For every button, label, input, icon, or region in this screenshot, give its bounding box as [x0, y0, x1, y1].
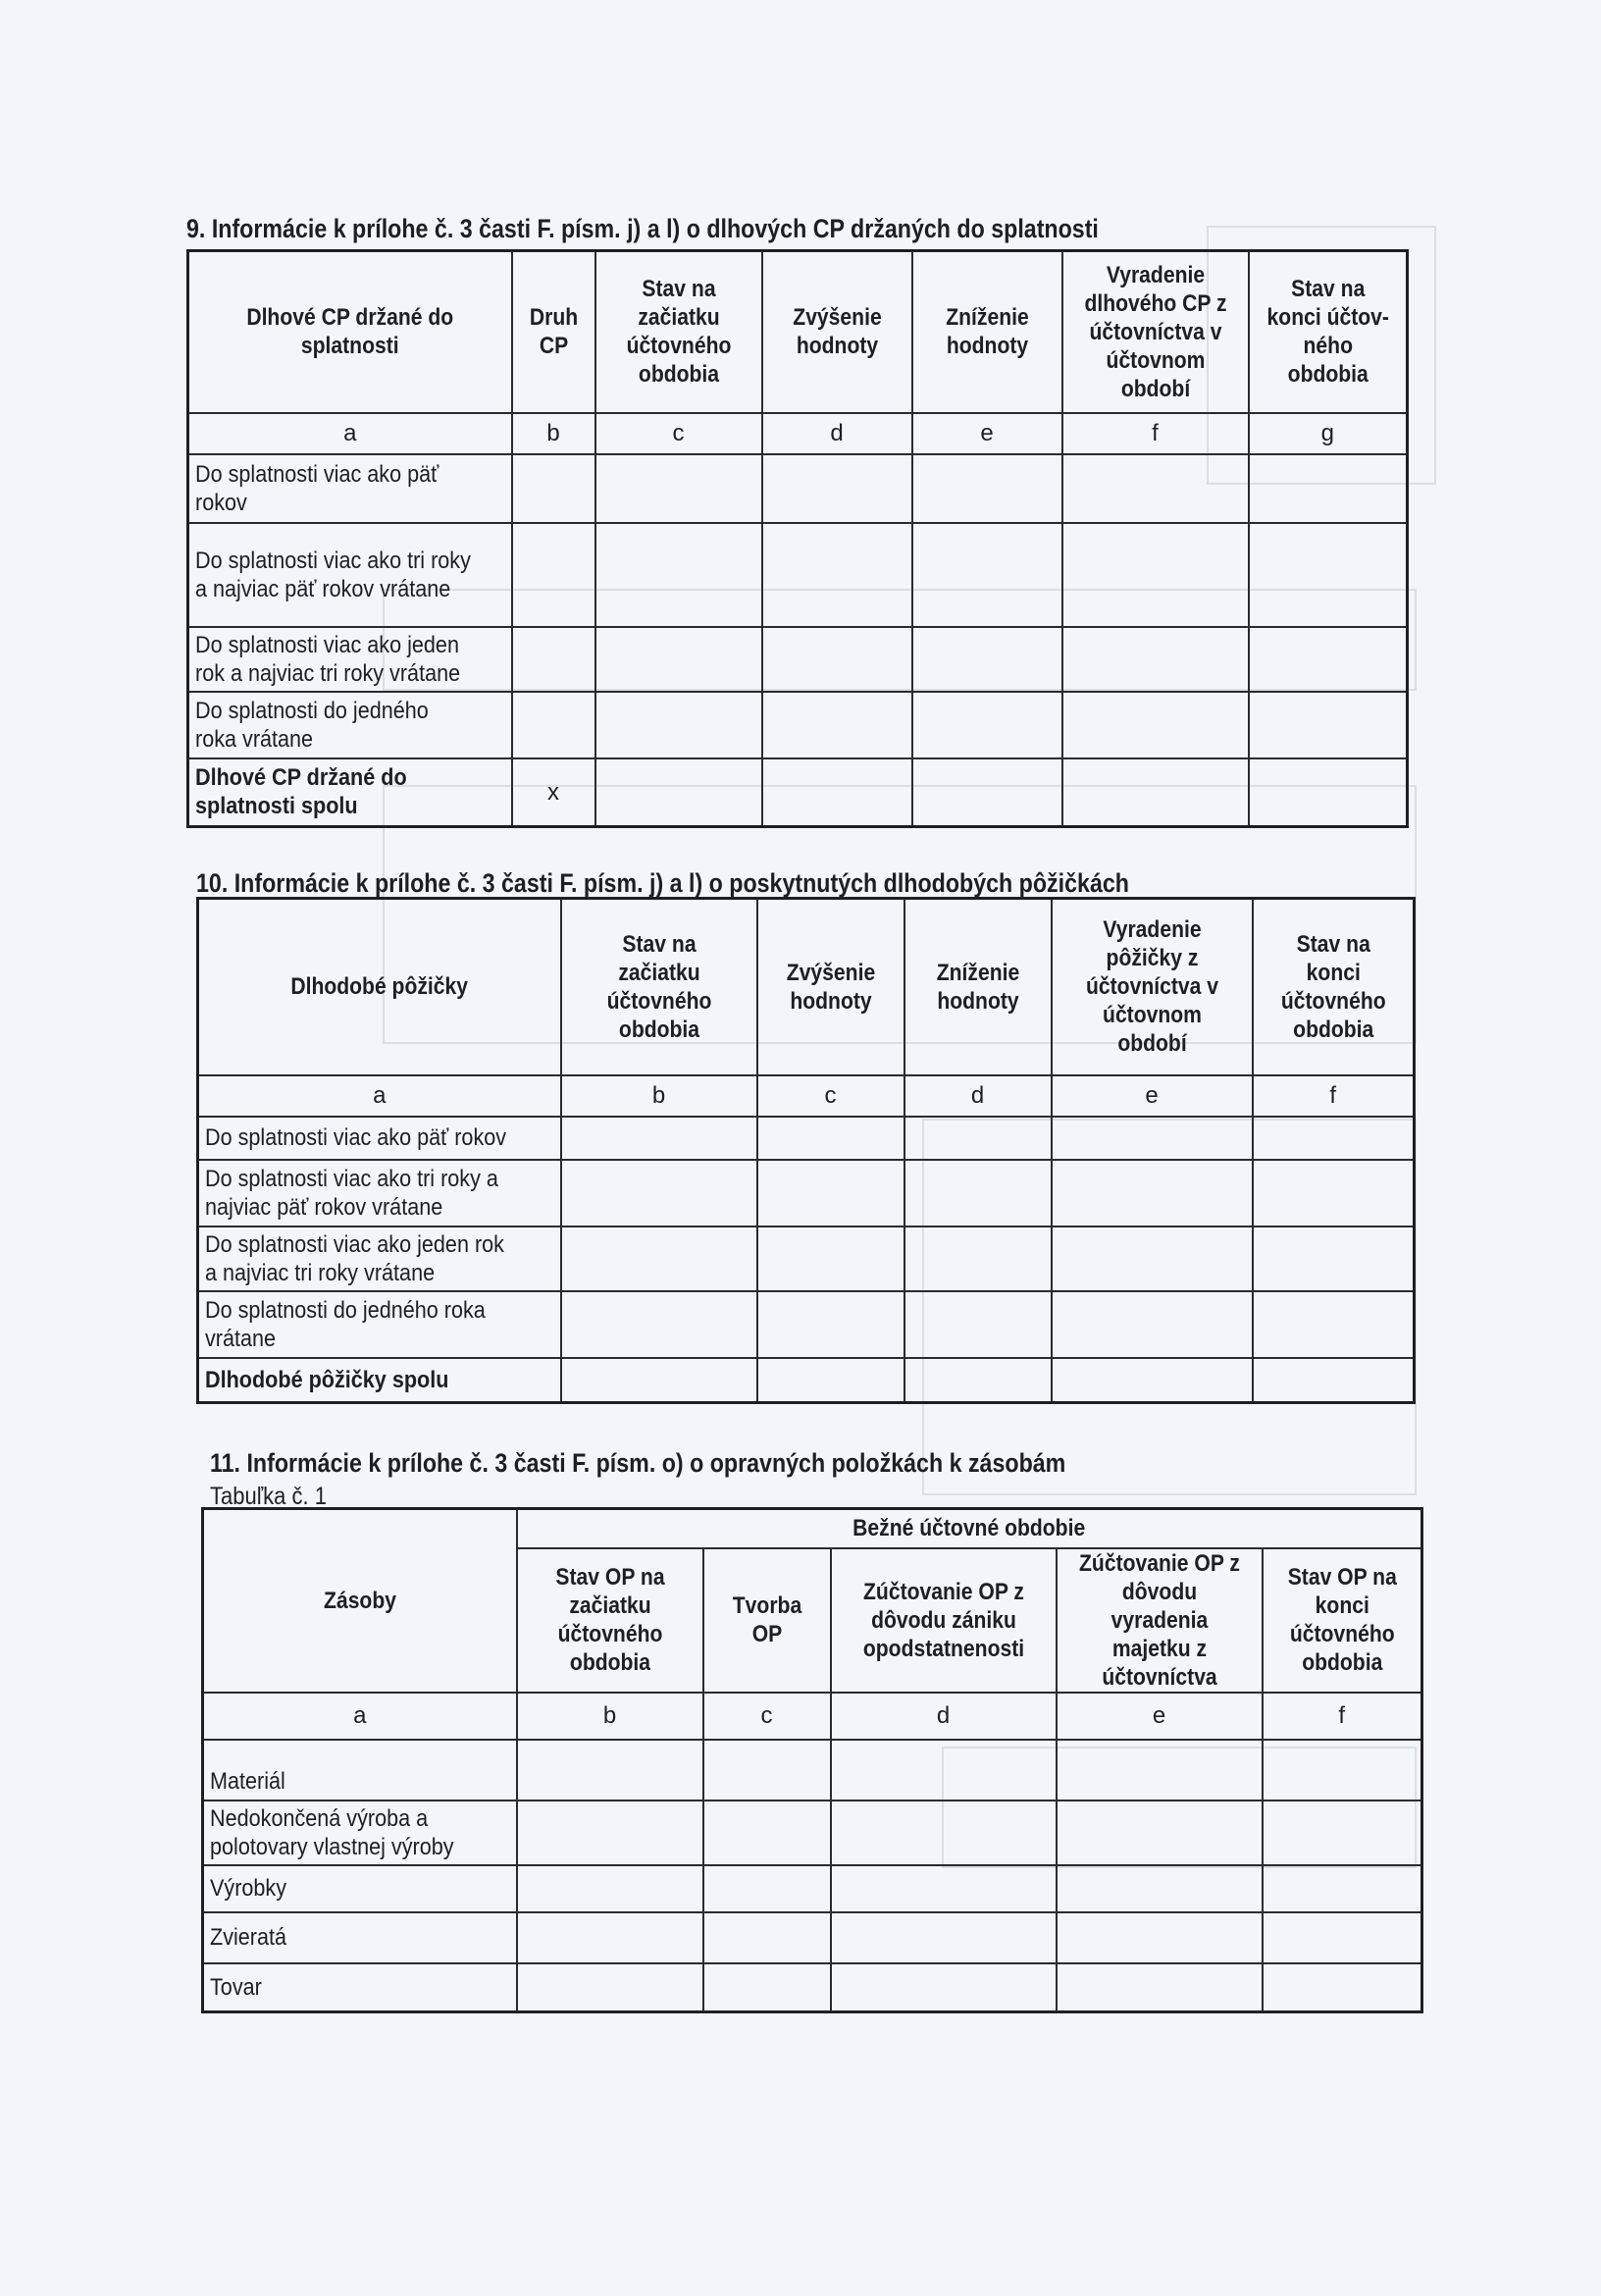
s9-column-letter: f: [1062, 413, 1249, 454]
s10-column-letter: c: [757, 1075, 904, 1117]
s9-empty-cell[interactable]: [595, 454, 762, 523]
s9-empty-cell[interactable]: [512, 627, 595, 692]
s10-empty-cell[interactable]: [1052, 1291, 1253, 1358]
s11-column-letter: d: [831, 1693, 1057, 1740]
s10-empty-cell[interactable]: [757, 1226, 904, 1291]
s11-empty-cell[interactable]: [517, 1963, 703, 2012]
s9-row-label: Do splatnosti viac ako tri roky a najviac päť rokov vrátane: [188, 523, 512, 627]
s11-empty-cell[interactable]: [831, 1740, 1057, 1800]
s10-row-label: Do splatnosti do jedného roka vrátane: [198, 1291, 561, 1358]
s11-empty-cell[interactable]: [703, 1740, 831, 1800]
table-row: [203, 1912, 1422, 1963]
s11-column-letter: c: [703, 1693, 831, 1740]
s11-column-letter: a: [203, 1693, 517, 1740]
s10-empty-cell[interactable]: [1052, 1160, 1253, 1226]
s9-empty-cell[interactable]: [1249, 758, 1408, 827]
section-9-table: [186, 249, 1409, 828]
table-row: [203, 1865, 1422, 1912]
s9-empty-cell[interactable]: [512, 523, 595, 627]
s9-column-letter: a: [188, 413, 512, 454]
s11-empty-cell[interactable]: [517, 1740, 703, 1800]
s9-empty-cell[interactable]: [512, 454, 595, 523]
s10-empty-cell[interactable]: [561, 1226, 757, 1291]
s9-row-label: Dlhové CP držané do splatnosti spolu: [188, 758, 512, 827]
table-row: [198, 1291, 1415, 1358]
s9-empty-cell[interactable]: [1062, 523, 1249, 627]
s10-header-cell: Dlhodobé pôžičky: [198, 899, 561, 1075]
s10-empty-cell[interactable]: [561, 1117, 757, 1160]
s11-column-letter: e: [1057, 1693, 1263, 1740]
s11-empty-cell[interactable]: [703, 1865, 831, 1912]
s10-empty-cell[interactable]: [904, 1117, 1052, 1160]
section-10-letter-row: [198, 1075, 1415, 1117]
s9-empty-cell[interactable]: [595, 523, 762, 627]
s9-empty-cell[interactable]: [912, 523, 1062, 627]
s11-row-label: Tovar: [203, 1963, 517, 2012]
s10-empty-cell[interactable]: [904, 1226, 1052, 1291]
s9-empty-cell[interactable]: [1062, 627, 1249, 692]
s9-row-label: Do splatnosti viac ako jeden rok a najviac tri roky vrátane: [188, 627, 512, 692]
s10-column-letter: a: [198, 1075, 561, 1117]
s9-column-letter: b: [512, 413, 595, 454]
s11-empty-cell[interactable]: [831, 1865, 1057, 1912]
s9-empty-cell[interactable]: [1249, 523, 1408, 627]
s10-empty-cell[interactable]: [1052, 1226, 1253, 1291]
table-row: [203, 1963, 1422, 2012]
s9-empty-cell[interactable]: [1249, 627, 1408, 692]
s9-x-mark: x: [512, 758, 595, 827]
s10-column-letter: b: [561, 1075, 757, 1117]
s11-empty-cell[interactable]: [1263, 1963, 1422, 2012]
table-row: [198, 1160, 1415, 1226]
s10-empty-cell[interactable]: [1052, 1358, 1253, 1403]
s10-header-cell: Stav na začiatku účtovného obdobia: [561, 899, 757, 1075]
table-row: [198, 1358, 1415, 1403]
s9-header-cell: Druh CP: [512, 251, 595, 413]
s9-empty-cell[interactable]: [1249, 692, 1408, 758]
s11-empty-cell[interactable]: [831, 1963, 1057, 2012]
s11-header-cell: Stav OP na začiatku účtovného obdobia: [517, 1548, 703, 1693]
s10-empty-cell[interactable]: [1052, 1117, 1253, 1160]
s10-column-letter: f: [1253, 1075, 1415, 1117]
s11-empty-cell[interactable]: [1263, 1800, 1422, 1865]
s10-empty-cell[interactable]: [1253, 1291, 1415, 1358]
s9-header-cell: Vyradenie dlhového CP z účtovníctva v účtovnom období: [1062, 251, 1249, 413]
s10-row-label: Do splatnosti viac ako päť rokov: [198, 1117, 561, 1160]
s11-header-cell: Zúčtovanie OP z dôvodu zániku opodstatnenosti: [831, 1548, 1057, 1693]
s11-empty-cell[interactable]: [831, 1912, 1057, 1963]
s11-column-letter: b: [517, 1693, 703, 1740]
s9-empty-cell[interactable]: [762, 692, 912, 758]
s11-empty-cell[interactable]: [1057, 1740, 1263, 1800]
s9-column-letter: d: [762, 413, 912, 454]
section-11-title: 11. Informácie k prílohe č. 3 časti F. písm. o) o opravných položkách k zásobám: [210, 1448, 1066, 1478]
s11-empty-cell[interactable]: [517, 1912, 703, 1963]
s10-header-cell: Zníženie hodnoty: [904, 899, 1052, 1075]
table-row: [198, 1117, 1415, 1160]
s10-empty-cell[interactable]: [757, 1117, 904, 1160]
section-9-letter-row: [188, 413, 1408, 454]
section-11-group-row: [203, 1509, 1422, 1548]
s9-header-cell: Dlhové CP držané do splatnosti: [188, 251, 512, 413]
section-11-letter-row: [203, 1693, 1422, 1740]
table-row: [198, 1226, 1415, 1291]
s10-empty-cell[interactable]: [757, 1358, 904, 1403]
s11-row-label: Zvieratá: [203, 1912, 517, 1963]
s10-empty-cell[interactable]: [904, 1160, 1052, 1226]
s9-empty-cell[interactable]: [1062, 454, 1249, 523]
s10-empty-cell[interactable]: [1253, 1226, 1415, 1291]
s9-empty-cell[interactable]: [595, 758, 762, 827]
table-row: [203, 1800, 1422, 1865]
s11-empty-cell[interactable]: [517, 1865, 703, 1912]
s11-empty-cell[interactable]: [703, 1912, 831, 1963]
s11-empty-cell[interactable]: [1057, 1865, 1263, 1912]
s11-empty-cell[interactable]: [1263, 1865, 1422, 1912]
s10-empty-cell[interactable]: [561, 1291, 757, 1358]
s10-empty-cell[interactable]: [757, 1291, 904, 1358]
s10-empty-cell[interactable]: [904, 1291, 1052, 1358]
section-10-title: 10. Informácie k prílohe č. 3 časti F. písm. j) a l) o poskytnutých dlhodobých pôžičkách: [196, 868, 1129, 898]
s9-empty-cell[interactable]: [912, 454, 1062, 523]
s9-header-cell: Stav na začiatku účtovného obdobia: [595, 251, 762, 413]
s10-empty-cell[interactable]: [561, 1358, 757, 1403]
table-row: [188, 758, 1408, 827]
s11-row-label: Materiál: [203, 1740, 517, 1800]
s11-empty-cell[interactable]: [703, 1800, 831, 1865]
s9-header-cell: Zvýšenie hodnoty: [762, 251, 912, 413]
s10-empty-cell[interactable]: [561, 1160, 757, 1226]
s11-header-cell: Stav OP na konci účtovného obdobia: [1263, 1548, 1422, 1693]
s10-header-cell: Stav na konci účtovného obdobia: [1253, 899, 1415, 1075]
s9-empty-cell[interactable]: [912, 692, 1062, 758]
table-row: [188, 523, 1408, 627]
s10-column-letter: e: [1052, 1075, 1253, 1117]
s9-empty-cell[interactable]: [762, 523, 912, 627]
s11-empty-cell[interactable]: [831, 1800, 1057, 1865]
s9-empty-cell[interactable]: [912, 627, 1062, 692]
table-row: [203, 1740, 1422, 1800]
s11-row-label: Výrobky: [203, 1865, 517, 1912]
section-10-header-row: [198, 899, 1415, 1075]
s9-column-letter: c: [595, 413, 762, 454]
s9-column-letter: g: [1249, 413, 1408, 454]
s9-empty-cell[interactable]: [762, 454, 912, 523]
s10-empty-cell[interactable]: [1253, 1358, 1415, 1403]
s11-row-label: Nedokončená výroba a polotovary vlastnej výroby: [203, 1800, 517, 1865]
s9-row-label: Do splatnosti do jedného roka vrátane: [188, 692, 512, 758]
s10-column-letter: d: [904, 1075, 1052, 1117]
s9-empty-cell[interactable]: [1249, 454, 1408, 523]
s9-header-cell: Stav na konci účtov-ného obdobia: [1249, 251, 1408, 413]
s11-header-cell: Zúčtovanie OP z dôvodu vyradenia majetku z účtovníctva: [1057, 1548, 1263, 1693]
table-row: [188, 627, 1408, 692]
s11-empty-cell[interactable]: [1057, 1912, 1263, 1963]
s11-empty-cell[interactable]: [703, 1963, 831, 2012]
s11-empty-cell[interactable]: [1263, 1912, 1422, 1963]
s9-header-cell: Zníženie hodnoty: [912, 251, 1062, 413]
s9-empty-cell[interactable]: [595, 627, 762, 692]
section-9-header-row: [188, 251, 1408, 413]
s9-empty-cell[interactable]: [912, 758, 1062, 827]
s10-row-label: Do splatnosti viac ako jeden rok a najviac tri roky vrátane: [198, 1226, 561, 1291]
s11-empty-cell[interactable]: [1057, 1800, 1263, 1865]
s10-header-cell: Vyradenie pôžičky z účtovníctva v účtovnom období: [1052, 899, 1253, 1075]
s10-empty-cell[interactable]: [1253, 1117, 1415, 1160]
s11-group-header: Bežné účtovné obdobie: [517, 1509, 1422, 1548]
section-11-subtitle: Tabuľka č. 1: [210, 1483, 327, 1510]
s10-header-cell: Zvýšenie hodnoty: [757, 899, 904, 1075]
s10-row-label: Do splatnosti viac ako tri roky a najviac päť rokov vrátane: [198, 1160, 561, 1226]
s11-header-cell: Zásoby: [203, 1509, 517, 1693]
s11-empty-cell[interactable]: [1057, 1963, 1263, 2012]
s9-empty-cell[interactable]: [1062, 692, 1249, 758]
s9-empty-cell[interactable]: [762, 627, 912, 692]
s10-empty-cell[interactable]: [1253, 1160, 1415, 1226]
s9-empty-cell[interactable]: [512, 692, 595, 758]
s9-column-letter: e: [912, 413, 1062, 454]
s10-empty-cell[interactable]: [757, 1160, 904, 1226]
table-row: [188, 454, 1408, 523]
s10-empty-cell[interactable]: [904, 1358, 1052, 1403]
s11-column-letter: f: [1263, 1693, 1422, 1740]
s9-row-label: Do splatnosti viac ako päť rokov: [188, 454, 512, 523]
s9-empty-cell[interactable]: [595, 692, 762, 758]
s11-header-cell: Tvorba OP: [703, 1548, 831, 1693]
section-11-table: [201, 1507, 1423, 2013]
section-10-table: [196, 897, 1416, 1404]
s10-row-label: Dlhodobé pôžičky spolu: [198, 1358, 561, 1403]
s11-empty-cell[interactable]: [1263, 1740, 1422, 1800]
s11-empty-cell[interactable]: [517, 1800, 703, 1865]
section-9-title: 9. Informácie k prílohe č. 3 časti F. písm. j) a l) o dlhových CP držaných do splatnosti: [186, 214, 1099, 243]
s9-empty-cell[interactable]: [1062, 758, 1249, 827]
s9-empty-cell[interactable]: [762, 758, 912, 827]
table-row: [188, 692, 1408, 758]
